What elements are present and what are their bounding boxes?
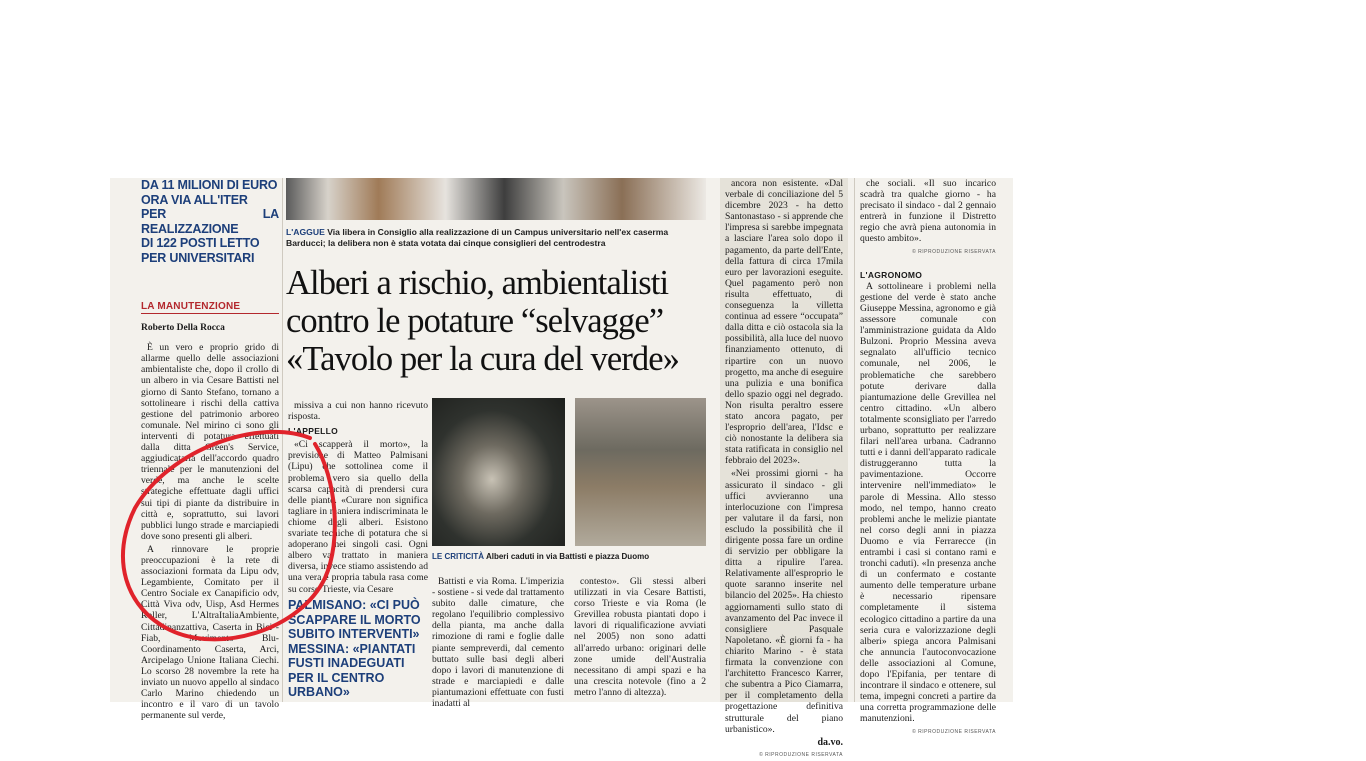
article-paragraph: A rinnovare le proprie preoccupazioni è la rete di associazioni formata da Lipu odv, Legambiente, Comitato per il Centro Sociale ex Canapificio odv, Città Viva odv, Uisp, Asd Hermes Roller, L'AltraItaliaAmbiente, Cittadinanzattiva, Caserta in Bici - Fiab, Movimento Blu-Coordinamento Caserta, Arci, Arcipelago Unione Italiana Ciechi. Lo scorso 28 novembre la rete ha inviato un nuovo appello al sindaco Carlo Marino chiedendo un incontro e il varo di un tavolo permanente sul verde, xyxy=(141,543,279,722)
column-five: contesto». Gli stessi alberi utilizzati in via Cesare Battisti, corso Trieste e via Roma (le Grevillea robusta piantati dopo i lavori di riqualificazione avviati nel 2005) non sono adatti all'arredo urbano: originari delle zone umide dell'Australia necessitano di ampi spazi e ha una crescita notevole (fino a 2 metro l'anno di altezza). xyxy=(574,576,706,698)
fallen-tree-photo-duomo xyxy=(575,398,706,546)
photo-caption: L'AGGUE Via libera in Consiglio alla realizzazione di un Campus universitario nell'ex caserma Barducci; la delibera non è stata votata dai cinque consiglieri del centrodestra xyxy=(286,227,669,248)
column-rule xyxy=(282,178,283,702)
left-column xyxy=(141,178,279,723)
pull-quote: PALMISANO: «CI PUÒ SCAPPARE IL MORTO SUBITO INTERVENTI» MESSINA: «PIANTATI FUSTI INADEGUATI PER IL CENTRO URBANO» xyxy=(288,598,421,699)
signature: da.vo. xyxy=(817,736,843,748)
byline: Roberto Della Rocca xyxy=(141,323,225,334)
column-six-shaded: ancora non esistente. «Dal verbale di conciliazione del 5 dicembre 2023 - ha detto Santonastaso - si apprende che l'impresa si sarebbe impegnata a lasciare l'area solo dopo il pagamento, da parte dell'Ente, della fattura di circa 17mila euro per lavorazioni eseguite. Quel pagamento però non risulta effettuato, di conseguenza la villetta continua ad essere “occupata” dalla ditta e ciò ostacola sia la possibilità, alla luce del nuovo finanziamento ottenuto, di ripartire con un nuovo progetto, ma anche di eseguire una pulizia e una bonifica dello spazio oggi nel degrado. Non risulta peraltro essere stato ancora pagato, per l'esproprio dell'area, l'Idsc e ciò nonostante la delibera sia stata ratificata in consiglio nel febbraio del 2023». «Nei prossimi giorni - ha assicurato il sindaco - gli uffici avvieranno una interlocuzione con l'impresa per valutare il da farsi, non escludo la possibilità che il dirigente possa fare un ordine di servizio per obbligare la ditta a ripulire l'area. Relativamente all'esproprio le quote saranno inserite nel bilancio del 2025». Ha chiesto aggiornamenti sullo stato di avanzamento del Pac invece il consigliere Pasquale Napoletano. «È giorni fa - ha chiarito Marino - è stata firmata la convenzione con l'architetto Francesco Karrer, che subentra a Pico Ciamarra, per il completamento della progettazione definitiva strutturale del piano urbanistico». da.vo. © RIPRODUZIONE RISERVATA xyxy=(720,178,848,702)
section-label: LA MANUTENZIONE xyxy=(141,301,279,314)
subhead: L'APPELLO xyxy=(288,426,339,437)
council-photo xyxy=(286,178,706,220)
column-rule xyxy=(854,178,855,702)
article-paragraph: È un vero e proprio grido di allarme quello delle associazioni ambientaliste che, dopo il crollo di un albero in via Cesare Battisti nel giorno di Santo Stefano, tornano a sottolineare i rischi della cattiva gestione del patrimonio arboreo comunale. Nel mirino ci sono gli interventi di potatura effettuati dalla ditta Green's Service, aggiudicataria dell'accordo quadro triennale per le manutenzioni del verde, ma anche le scelte strategiche effettuate dagli uffici sui tipi di piante da distribuire in città e, soprattutto, sui lavori pubblici lungo strade e marciapiedi dove sono presenti gli alberi. xyxy=(141,342,279,542)
subhead: L'AGRONOMO xyxy=(860,269,923,280)
picture-caption: LE CRITICITÀ Alberi caduti in via Battisti e piazza Duomo xyxy=(432,552,650,561)
kicker-headline: DA 11 MILIONI DI EURO ORA VIA ALL'ITER PER LA REALIZZAZIONE DI 122 POSTI LETTO PER UNIVERSITARI xyxy=(141,178,279,265)
column-four: Battisti e via Roma. L'imperizia - sostiene - si vede dal trattamento subito dalle cimature, che regolano l'equilibrio complessivo della pianta, ma anche dalla rimozione di rami e foglie dalle piante sempreverdi, dal cemento buttato sulle basi degli alberi dopo i lavori di manutenzione di strade e marciapiedi e dalle piantumazioni effettuate con fusti inadatti al xyxy=(432,576,564,710)
main-headline: Alberi a rischio, ambientalisti contro le potature “selvagge” «Tavolo per la cura del verde» xyxy=(286,264,680,378)
column-seven: che sociali. «Il suo incarico scadrà tra qualche giorno - ha precisato il sindaco - dal 2 gennaio entrerà in funzione il Distretto regio che avrà piena autonomia in questo ambito». © RIPRODUZIONE RISERVATA L'AGRONOMO A sottolineare i problemi nella gestione del verde è stato anche Giuseppe Messina, agronomo e già assessore comunale con l'amministrazione guidata da Aldo Bulzoni. Proprio Messina aveva segnalato all'ufficio tecnico comunale, nel 2006, le problematiche che sarebbero potute derivare dalla piantumazione delle Grevillea nel centro cittadino. «Un albero totalmente sconsigliato per l'arredo urbano, soprattutto per realizzare filari nell'area urbana. Cadranno tutti e i danni dell'apparato radicale distruggeranno tutta la pavimentazione. Occorre intervenire nell'immediato» le parole di Messina. Allo stesso modo, nel tempo, hanno creato problemi anche le melizie piantate nel corso degli anni in piazza Duomo e via Ferrarecce (in entrambi i casi si contano rami e tronchi caduti). «In presenza anche di un confermato e costante aumento delle temperature urbane è necessario ripensare completamente il sistema ecologico cittadino a partire da una seria cura e valorizzazione degli alberi» spiega ancora Palmisani che annuncia l'autoconvocazione delle associazioni al Comune, dopo l'Epifania, per tentare di incontrare il sindaco e ottenere, sul tema, impegni concreti a partire da una corretta programmazione delle manutenzioni. © RIPRODUZIONE RISERVATA xyxy=(860,178,996,735)
newspaper-clipping xyxy=(110,178,1013,758)
fallen-tree-photo-battisti xyxy=(432,398,565,546)
column-three: missiva a cui non hanno ricevuto risposta. L'APPELLO «Ci scapperà il morto», la previsione di Matteo Palmisani (Lipu) che sottolinea come il problema vero sia quello della scarsa capacità di prendersi cura delle piante. «Curare non significa tagliare in maniera indiscriminata le chiome degli alberi. Esistono svariate tecniche di potatura che si adoperano nei singoli casi. Ogni albero va trattato in maniera diversa, invece stiamo assistendo ad una vera e propria tabula rasa come su corso Trieste, via Cesare xyxy=(288,400,428,595)
